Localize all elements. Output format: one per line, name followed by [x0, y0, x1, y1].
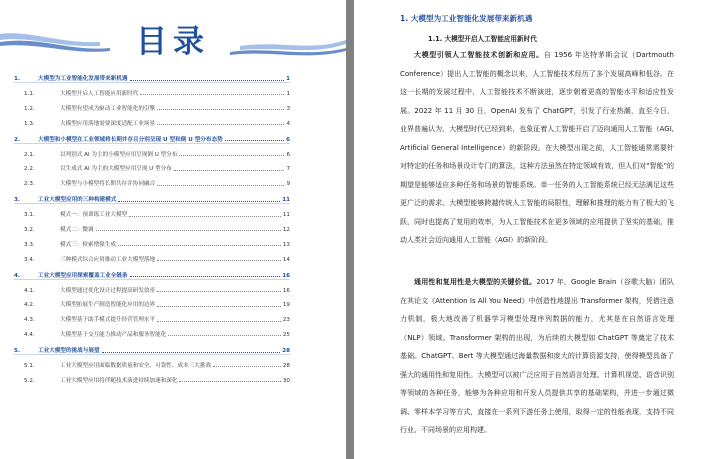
- toc-entry-title: 三种模式综合应用推动工业大模型落地: [60, 256, 156, 263]
- toc-entry-title: 模式三：检索增强生成: [60, 241, 116, 248]
- toc-entry-number: 5.: [14, 348, 21, 355]
- toc-entry-number: 2.3.: [24, 181, 35, 188]
- toc-entry-title: 大模型基于交互能力推动产品和服务智能化: [60, 331, 167, 338]
- toc-section-entry[interactable]: [14, 308, 290, 323]
- paragraph-2-text: 2017 年，Google Brain（谷歌大脑）团队在其论文《Attention Is All You Need》中创造性地提出 Transformer 架构，凭借注意力机制，极大地改善了机器学习模型处理序列数据的能力，尤其是在自然语言处理（NLP）领域。Transformer 架构的出现，为后续的大模型如 ChatGPT 等奠定了技术基础。ChatGPT、Bert 等大模型通过海量数据和庞大的计算资源支持，使得模型具备了强大的通用性和复用性。大模型可以被广泛应用于自然语言处理、计算机视觉、语音识别等领域的各种任务，能够为各种应用和开发人员提供共享的基础架构，并进一步通过微调、零样本学习等方式，直接在一系列下游任务上使用，取得一定的性能表现，支持不同行业、不同场景的应用构建。: [400, 278, 674, 434]
- toc-entry-title: 大模型为工业智能化发展带来新机遇: [38, 76, 128, 83]
- toc-leader-dots: [157, 291, 281, 292]
- toc-leader-dots: [179, 155, 284, 156]
- toc-leader-dots: [140, 94, 284, 95]
- toc-entry-page: 1: [286, 76, 290, 83]
- toc-entry-page: 28: [282, 348, 290, 355]
- toc-entry-title: 大模型和小模型在工业领域将长期并存且分别呈现 U 型和倒 U 型分布态势: [38, 136, 223, 143]
- toc-entry-title: 工业大模型应用的三种构建模式: [38, 197, 117, 204]
- toc-entry-page: 9: [286, 181, 290, 188]
- paragraph-2: [400, 273, 674, 440]
- toc-entry-page: 6: [286, 136, 290, 143]
- toc-entry-number: 1.3.: [24, 120, 35, 127]
- toc-entry-title: 工业大模型的挑战与展望: [38, 348, 100, 355]
- toc-leader-dots: [118, 245, 281, 246]
- toc-section-entry[interactable]: [14, 82, 290, 97]
- toc-entry-number: 3.: [14, 197, 21, 204]
- toc-chapter-entry[interactable]: [14, 187, 290, 203]
- toc-entry-page: 13: [282, 241, 290, 248]
- toc-leader-dots: [102, 352, 281, 353]
- toc-leader-dots: [118, 201, 280, 202]
- toc-entry-page: 25: [282, 331, 290, 338]
- toc-chapter-entry[interactable]: [14, 263, 290, 279]
- toc-entry-number: 3.2.: [24, 226, 35, 233]
- paragraph-2-lead: 通用性和复用性是大模型的关键价值。: [414, 278, 537, 286]
- toc-leader-dots: [157, 109, 284, 110]
- toc-entry-page: 30: [282, 377, 290, 384]
- toc-entry-title: 工业大模型应用将伴随技术演进持续加速和深化: [60, 377, 178, 384]
- toc-entry-title: 大模型拓展生产制造智能化应用的边界: [60, 302, 156, 309]
- toc-section-entry[interactable]: [14, 172, 290, 187]
- toc-entry-number: 2.: [14, 136, 21, 143]
- toc-entry-page: 28: [282, 362, 290, 369]
- toc-entry-title: 大模型有望成为驱动工业智能化的引擎: [60, 105, 156, 112]
- toc-leader-dots: [96, 230, 281, 231]
- toc-list: [14, 66, 290, 384]
- toc-section-entry[interactable]: [14, 233, 290, 248]
- toc-leader-dots: [130, 276, 281, 277]
- toc-section-entry[interactable]: [14, 97, 290, 112]
- toc-entry-page: 11: [282, 212, 290, 219]
- toc-title: 目录: [136, 24, 210, 60]
- toc-entry-number: 5.2.: [24, 377, 35, 384]
- body-page: [354, 0, 720, 459]
- toc-section-entry[interactable]: [14, 158, 290, 173]
- chapter-heading: 1. 大模型为工业智能化发展带来新机遇: [400, 14, 533, 23]
- toc-leader-dots: [179, 381, 280, 382]
- toc-chapter-entry[interactable]: [14, 127, 290, 143]
- toc-section-entry[interactable]: [14, 279, 290, 294]
- toc-entry-page: 3: [286, 105, 290, 112]
- toc-leader-dots: [157, 260, 281, 261]
- toc-section-entry[interactable]: [14, 323, 290, 338]
- toc-entry-page: 6: [286, 151, 290, 158]
- toc-entry-number: 3.1.: [24, 212, 35, 219]
- toc-entry-number: 3.4.: [24, 256, 35, 263]
- toc-leader-dots: [213, 366, 281, 367]
- toc-entry-title: 大模型应用落地需要深度适配工业场景: [60, 120, 156, 127]
- toc-entry-page: 11: [282, 197, 290, 204]
- toc-section-entry[interactable]: [14, 218, 290, 233]
- section-heading: 1.1. 大模型开启人工智能应用新时代: [428, 35, 537, 43]
- toc-leader-dots: [225, 140, 284, 141]
- toc-entry-number: 4.: [14, 272, 21, 279]
- toc-section-entry[interactable]: [14, 203, 290, 218]
- toc-section-entry[interactable]: [14, 112, 290, 127]
- toc-section-entry[interactable]: [14, 369, 290, 384]
- toc-section-entry[interactable]: [14, 294, 290, 309]
- toc-entry-title: 大模型通过优化设计过程提高研发效率: [60, 287, 156, 294]
- toc-entry-number: 4.1.: [24, 287, 35, 294]
- toc-section-entry[interactable]: [14, 248, 290, 263]
- paragraph-1-lead: 大模型引领人工智能技术创新和应用。: [414, 51, 544, 59]
- toc-entry-number: 2.2.: [24, 166, 35, 173]
- toc-entry-number: 3.3.: [24, 241, 35, 248]
- toc-entry-title: 模式二：微调: [60, 226, 94, 233]
- toc-leader-dots: [130, 80, 285, 81]
- toc-leader-dots: [168, 335, 281, 336]
- paragraph-1: [400, 46, 674, 250]
- toc-entry-number: 2.1.: [24, 151, 35, 158]
- toc-entry-page: 16: [282, 272, 290, 279]
- toc-leader-dots: [157, 306, 281, 307]
- toc-entry-title: 工业大模型应用探索覆盖工业全链条: [38, 272, 128, 279]
- toc-entry-number: 1.2.: [24, 105, 35, 112]
- toc-entry-number: 4.2.: [24, 302, 35, 309]
- toc-chapter-entry[interactable]: [14, 66, 290, 82]
- toc-chapter-entry[interactable]: [14, 338, 290, 354]
- toc-entry-number: 1.: [14, 76, 21, 83]
- toc-leader-dots: [157, 124, 284, 125]
- toc-entry-title: 大模型开启人工智能应用新时代: [60, 90, 139, 97]
- toc-entry-title: 大模型基于助手模式提升经营管理水平: [60, 317, 156, 324]
- toc-entry-number: 1.1.: [24, 90, 35, 97]
- toc-leader-dots: [174, 170, 285, 171]
- toc-leader-dots: [129, 216, 281, 217]
- toc-page: [0, 0, 346, 459]
- toc-section-entry[interactable]: [14, 143, 290, 158]
- toc-entry-page: 14: [282, 256, 290, 263]
- toc-leader-dots: [157, 185, 284, 186]
- toc-entry-number: 5.1.: [24, 362, 35, 369]
- toc-entry-title: 模式一：预训练工业大模型: [60, 212, 128, 219]
- toc-entry-number: 4.3.: [24, 317, 35, 324]
- toc-leader-dots: [157, 321, 281, 322]
- toc-entry-page: 12: [282, 226, 290, 233]
- toc-entry-page: 19: [282, 302, 290, 309]
- toc-entry-title: 工业大模型应用面临数据质量和安全、可靠性、成本三大挑战: [60, 362, 212, 369]
- toc-entry-number: 4.4.: [24, 331, 35, 338]
- toc-section-entry[interactable]: [14, 354, 290, 369]
- paragraph-1-text: 自 1956 年达特茅斯会议（Dartmouth Conference）提出人工智能的概念以来，人工智能技术经历了多个发展高峰和低谷。在这一长期的发展过程中，人工智能技术不断演进，逐步朝着更高的智能水平和适应性发展。2022 年 11 月 30 日，OpenAI 发布了 ChatGPT，引发了行业热潮，直至今日，业界普遍认为，大模型时代已经到来，也象征着人工智能开启了迈向通用人工智能（AGI, Artificial General Intelligence）的新阶段。在大模型出现之前，人工智能通常需要针对特定的任务和场景设计专门的算法，这种方法虽然在特定领域有效，但人们对"智能"的期望是能够适应多种任务和场景的智能系统。单一任务的人工智能系统已经无法满足这些更广泛的需求。大模型能够跨越传统人工智能的局限性，理解和推理的能力有了极大的飞跃，同时也提高了复用的效率，为人工智能技术在更多领域的应用提供了坚实的基础，推动人类社会迈向通用人工智能（AGI）的新阶段。: [400, 51, 674, 244]
- toc-entry-page: 7: [286, 166, 290, 173]
- toc-entry-page: 1: [286, 90, 290, 97]
- toc-entry-title: 以生成式 AI 为主的大模型应用呈现 U 型分布: [60, 166, 172, 173]
- toc-entry-page: 4: [286, 120, 290, 127]
- toc-entry-page: 16: [282, 287, 290, 294]
- toc-entry-page: 23: [282, 317, 290, 324]
- toc-entry-title: 大模型与小模型将长期共存并协同融合: [60, 181, 156, 188]
- toc-entry-title: 以判别式 AI 为主的小模型应用呈现倒 U 型分布: [60, 151, 178, 158]
